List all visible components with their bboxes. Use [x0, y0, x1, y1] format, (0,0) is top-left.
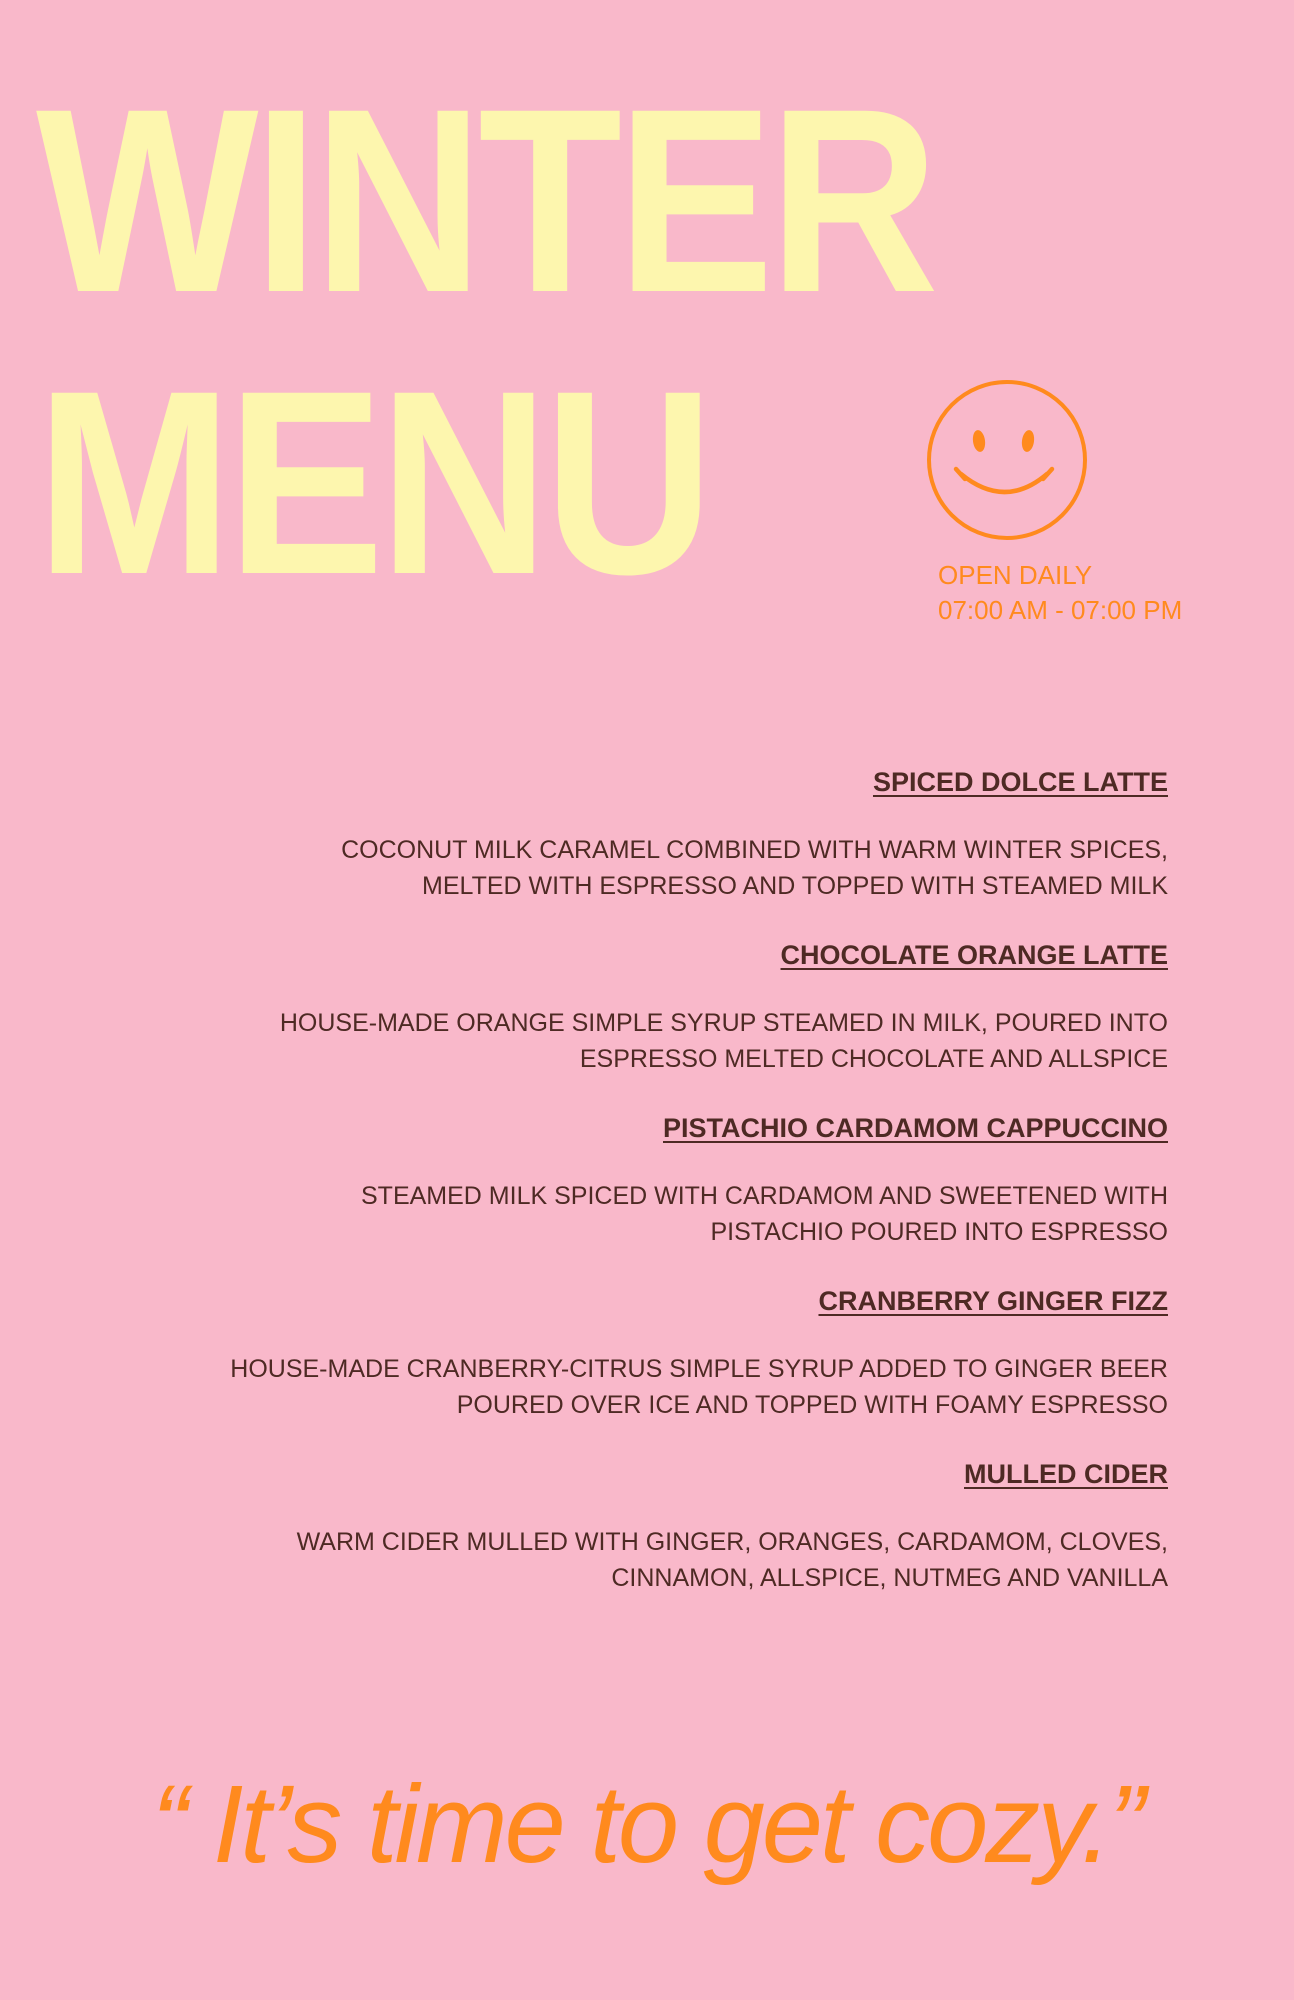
- menu-item-description-line: CINNAMON, ALLSPICE, NUTMEG AND VANILLA: [611, 1564, 1168, 1592]
- menu-item-description-line: WARM CIDER MULLED WITH GINGER, ORANGES, CARDAMOM, CLOVES,: [296, 1528, 1168, 1556]
- menu-item-description-line: POURED OVER ICE AND TOPPED WITH FOAMY ESPRESSO: [456, 1391, 1168, 1419]
- menu-item-description-line: HOUSE-MADE ORANGE SIMPLE SYRUP STEAMED IN MILK, POURED INTO: [279, 1009, 1168, 1037]
- menu-item-description-line: MELTED WITH ESPRESSO AND TOPPED WITH STEAMED MILK: [422, 872, 1168, 900]
- menu-item-spiced-dolce-latte: [68, 764, 1168, 904]
- hours-time: 07:00 AM - 07:00 PM: [938, 595, 1183, 625]
- menu-item-description-line: HOUSE-MADE CRANBERRY-CITRUS SIMPLE SYRUP ADDED TO GINGER BEER: [230, 1355, 1168, 1383]
- hours-label: OPEN DAILY: [938, 560, 1093, 590]
- menu-item-mulled-cider: [68, 1456, 1168, 1596]
- menu-item-description-line: COCONUT MILK CARAMEL COMBINED WITH WARM WINTER SPICES,: [341, 836, 1168, 864]
- menu-item-chocolate-orange-latte: [68, 937, 1168, 1077]
- menu-item-name: MULLED CIDER: [964, 1459, 1168, 1489]
- smiley-face-icon: [925, 378, 1089, 542]
- menu-item-name: CRANBERRY GINGER FIZZ: [818, 1286, 1168, 1316]
- menu-item-description: [68, 832, 1168, 904]
- title-line-menu: MENU: [36, 336, 709, 629]
- menu-item-pistachio-cardamom-cappuccino: [68, 1110, 1168, 1250]
- menu-item-description-line: STEAMED MILK SPICED WITH CARDAMOM AND SWEETENED WITH: [361, 1182, 1168, 1210]
- menu-item-description: [68, 1178, 1168, 1250]
- menu-item-description: [68, 1351, 1168, 1423]
- menu-item-name: PISTACHIO CARDAMOM CAPPUCCINO: [663, 1113, 1168, 1143]
- menu-list: [68, 764, 1168, 1629]
- title-line-winter: WINTER: [36, 54, 934, 347]
- menu-item-cranberry-ginger-fizz: [68, 1283, 1168, 1423]
- tagline-quote: “ It’s time to get cozy.”: [151, 1763, 1143, 1886]
- menu-item-description-line: PISTACHIO POURED INTO ESPRESSO: [710, 1218, 1168, 1246]
- menu-item-name: CHOCOLATE ORANGE LATTE: [780, 940, 1168, 970]
- menu-item-description-line: ESPRESSO MELTED CHOCOLATE AND ALLSPICE: [579, 1045, 1168, 1073]
- menu-item-name: SPICED DOLCE LATTE: [872, 767, 1168, 797]
- menu-item-description: [68, 1524, 1168, 1596]
- menu-item-description: [68, 1005, 1168, 1077]
